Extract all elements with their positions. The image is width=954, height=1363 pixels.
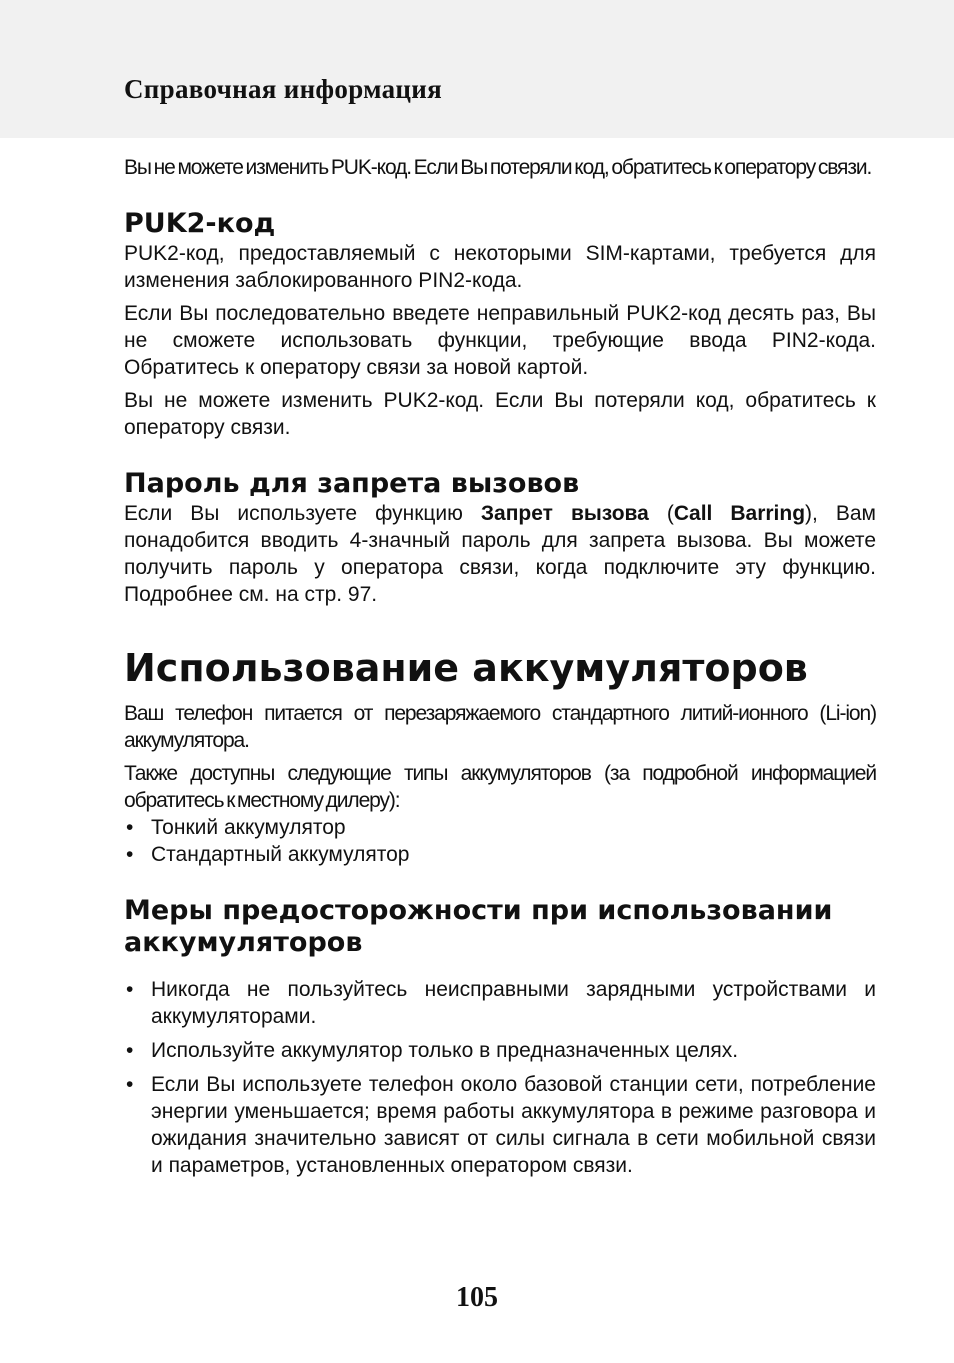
batteries-main-heading: Использование аккумуляторов bbox=[124, 646, 808, 690]
bullet-icon: • bbox=[126, 816, 134, 839]
page-number: 105 bbox=[456, 1282, 498, 1313]
precautions-list bbox=[124, 976, 876, 1179]
list-item bbox=[124, 1037, 876, 1064]
barring-password-heading: Пароль для запрета вызовов bbox=[124, 468, 580, 499]
precaution-text: Никогда не пользуйтесь неисправными зарядными устройствами и аккумуляторами. bbox=[151, 978, 876, 1028]
barring-paren-open: ( bbox=[648, 502, 674, 525]
battery-type-label: Тонкий аккумулятор bbox=[151, 816, 346, 839]
bullet-icon: • bbox=[126, 1073, 134, 1096]
list-item bbox=[124, 976, 876, 1030]
barring-feature-ru: Запрет вызова bbox=[480, 502, 649, 525]
precaution-text: Используйте аккумулятор только в предназначенных целях. bbox=[151, 1039, 739, 1062]
barring-text-after: ), Вам понадобится вводить 4-значный пароль для запрета вызова. Вы можете получить пароль у оператора связи, когда подключите эту функцию. Подробнее см. на стр. 97. bbox=[124, 502, 876, 606]
puk2-paragraph-3: Вы не можете изменить PUK2-код. Если Вы потеряли код, обратитесь к оператору связи. bbox=[124, 389, 876, 439]
precautions-heading: Меры предосторожности при использовании аккумуляторов bbox=[124, 895, 833, 958]
precaution-text: Если Вы используете телефон около базовой станции сети, потребление энергии уменьшается; время работы аккумулятора в режиме разговора и ожидания значительно зависят от силы сигнала в сети мобильной связи и параметров, установленных оператором связи. bbox=[151, 1073, 876, 1177]
list-item bbox=[124, 1071, 876, 1179]
puk2-paragraph-2: Если Вы последовательно введете неправильный PUK2-код десять раз, Вы не сможете использовать функции, требующие ввода PIN2-кода. Обратитесь к оператору связи за новой картой. bbox=[124, 302, 876, 379]
bullet-icon: • bbox=[126, 843, 134, 866]
battery-type-label: Стандартный аккумулятор bbox=[151, 843, 410, 866]
puk2-paragraph-1: PUK2-код, предоставляемый с некоторыми SIM-картами, требуется для изменения заблокированного PIN2-кода. bbox=[124, 242, 876, 292]
barring-paragraph bbox=[124, 500, 876, 608]
barring-feature-en: Call Barring bbox=[673, 502, 806, 525]
batteries-paragraph-1: Ваш телефон питается от перезаряжаемого стандартного литий-ионного (Li-ion) аккумулятора. bbox=[124, 702, 876, 752]
header-band bbox=[0, 0, 954, 138]
puk-note-paragraph: Вы не можете изменить PUK-код. Если Вы потеряли код, обратитесь к оператору связи. bbox=[124, 156, 872, 179]
list-item bbox=[124, 841, 876, 868]
puk2-heading: PUK2-код bbox=[124, 208, 276, 239]
batteries-paragraph-2: Также доступны следующие типы аккумуляторов (за подробной информацией обратитесь к местному дилеру): bbox=[124, 762, 876, 812]
section-header-title: Справочная информация bbox=[124, 74, 443, 104]
battery-types-list bbox=[124, 814, 876, 868]
bullet-icon: • bbox=[126, 1039, 134, 1062]
list-item bbox=[124, 814, 876, 841]
bullet-icon: • bbox=[126, 978, 134, 1001]
barring-text-before: Если Вы используете функцию bbox=[124, 502, 481, 525]
page-content bbox=[124, 154, 876, 1186]
